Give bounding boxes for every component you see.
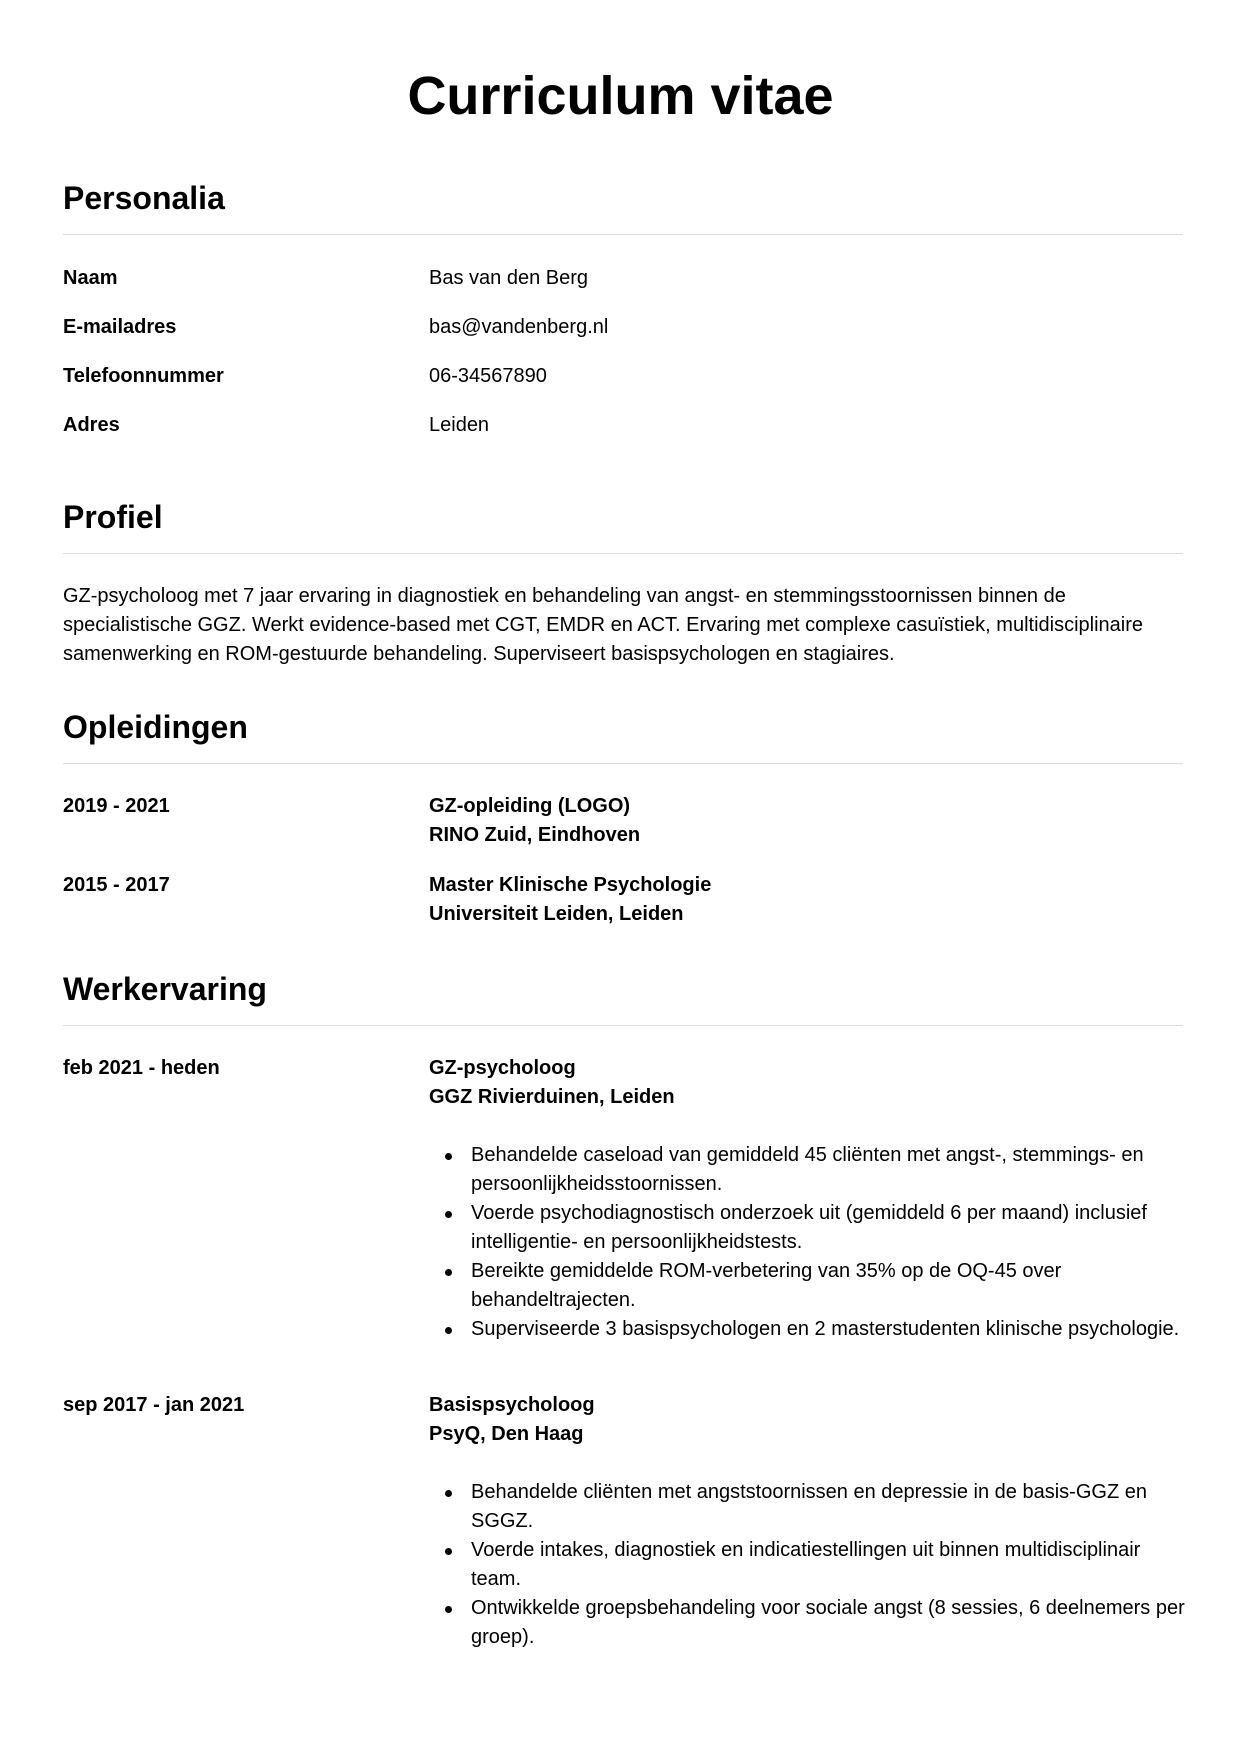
bullet-icon <box>445 1548 452 1555</box>
field-label: Adres <box>63 414 120 436</box>
field-label: Naam <box>63 267 118 289</box>
field-label: Telefoonnummer <box>63 365 224 387</box>
personalia-row-email <box>63 314 1183 363</box>
section-heading-profiel: Profiel <box>63 495 1183 554</box>
section-opleidingen <box>63 705 1183 929</box>
entry-period: 2015 - 2017 <box>63 874 170 896</box>
entry-organization: Universiteit Leiden, Leiden <box>429 903 684 925</box>
list-item <box>429 1315 1187 1344</box>
profile-summary: GZ-psycholoog met 7 jaar ervaring in diagnostiek en behandeling van angst- en stemmingsstoornissen binnen de specialistische GGZ. Werkt evidence-based met CGT, EMDR en ACT. Ervaring met complexe casuïstiek, multidisciplinaire samenwerking en ROM-gestuurde behandeling. Superviseert basispsychologen en stagiaires. <box>63 585 1144 665</box>
list-item <box>429 1594 1187 1652</box>
list-item-text: Behandelde cliënten met angststoornissen en depressie in de basis-GGZ en SGGZ. <box>471 1481 1147 1532</box>
field-value: 06-34567890 <box>429 365 547 387</box>
entry-title: Master Klinische Psychologie <box>429 874 712 896</box>
section-profiel <box>63 495 1183 669</box>
entry-organization: PsyQ, Den Haag <box>429 1423 584 1445</box>
list-item <box>429 1257 1187 1315</box>
bullet-icon <box>445 1269 452 1276</box>
education-entry <box>63 792 1183 871</box>
section-heading-opleidingen: Opleidingen <box>63 705 1183 764</box>
list-item-text: Superviseerde 3 basispsychologen en 2 masterstudenten klinische psychologie. <box>471 1318 1180 1340</box>
list-item-text: Bereikte gemiddelde ROM-verbetering van 35% op de OQ-45 over behandeltrajecten. <box>471 1260 1062 1311</box>
field-value: Leiden <box>429 414 490 436</box>
section-heading-werkervaring: Werkervaring <box>63 967 1183 1026</box>
list-item-text: Ontwikkelde groepsbehandeling voor sociale angst (8 sessies, 6 deelnemers per groep). <box>471 1597 1185 1648</box>
personalia-row-naam <box>63 265 1183 314</box>
work-entry <box>63 1054 1183 1391</box>
work-entry <box>63 1391 1183 1652</box>
field-value: Bas van den Berg <box>429 267 588 289</box>
field-value: bas@vandenberg.nl <box>429 316 609 338</box>
entry-title: GZ-opleiding (LOGO) <box>429 795 631 817</box>
list-item <box>429 1199 1187 1257</box>
list-item <box>429 1536 1187 1594</box>
bullet-icon <box>445 1153 452 1160</box>
list-item <box>429 1141 1187 1199</box>
field-label: E-mailadres <box>63 316 177 338</box>
education-entry <box>63 871 1183 929</box>
entry-title: GZ-psycholoog <box>429 1057 576 1079</box>
section-werkervaring <box>63 967 1183 1652</box>
entry-period: feb 2021 - heden <box>63 1057 220 1079</box>
entry-organization: RINO Zuid, Eindhoven <box>429 824 641 846</box>
list-item-text: Voerde psychodiagnostisch onderzoek uit (gemiddeld 6 per maand) inclusief intelligentie- en persoonlijkheidstests. <box>471 1202 1147 1253</box>
bullet-icon <box>445 1606 452 1613</box>
personalia-row-telefoon <box>63 363 1183 412</box>
section-heading-personalia: Personalia <box>63 176 1183 235</box>
section-personalia <box>63 176 1183 461</box>
entry-organization: GGZ Rivierduinen, Leiden <box>429 1086 675 1108</box>
entry-period: sep 2017 - jan 2021 <box>63 1394 245 1416</box>
personalia-row-adres <box>63 412 1183 461</box>
achievement-list <box>429 1141 1183 1344</box>
entry-period: 2019 - 2021 <box>63 795 170 817</box>
list-item <box>429 1478 1187 1536</box>
list-item-text: Voerde intakes, diagnostiek en indicatiestellingen uit binnen multidisciplinair team. <box>471 1539 1141 1590</box>
document-title: Curriculum vitae <box>407 66 834 126</box>
achievement-list <box>429 1478 1183 1652</box>
entry-title: Basispsycholoog <box>429 1394 595 1416</box>
bullet-icon <box>445 1327 452 1334</box>
bullet-icon <box>445 1490 452 1497</box>
list-item-text: Behandelde caseload van gemiddeld 45 cliënten met angst-, stemmings- en persoonlijkheidsstoornissen. <box>471 1144 1144 1195</box>
bullet-icon <box>445 1211 452 1218</box>
